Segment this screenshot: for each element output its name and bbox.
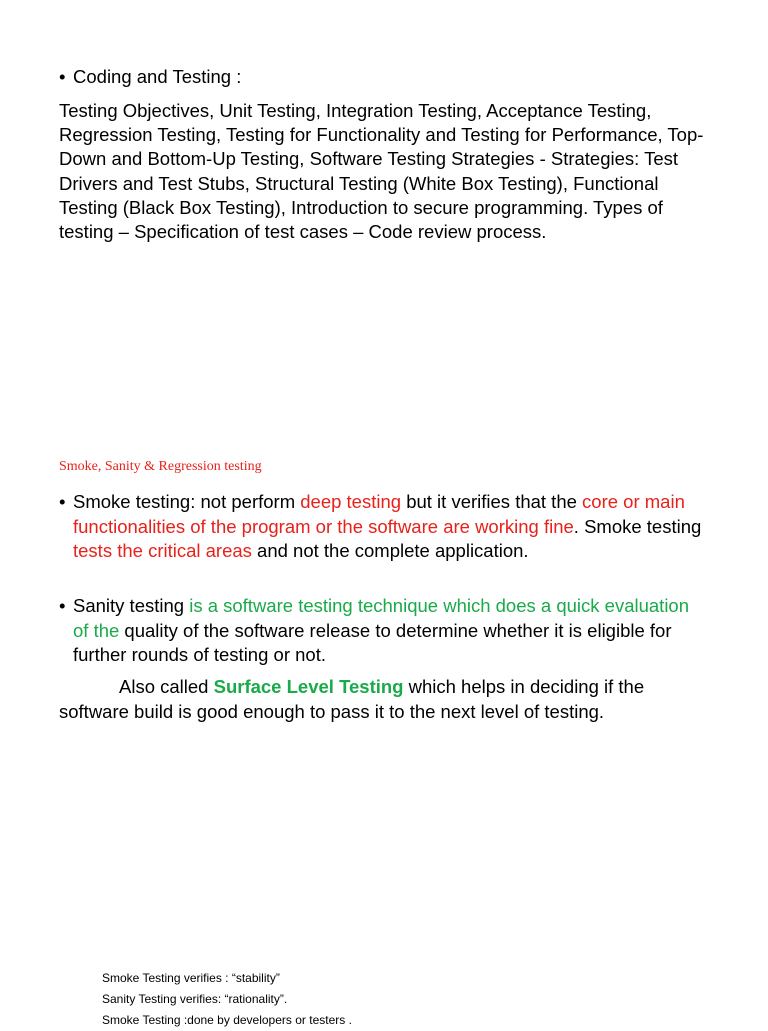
notes-block — [102, 968, 352, 1031]
coding-testing-body: Testing Objectives, Unit Testing, Integration Testing, Acceptance Testing, Regression Testing, Testing for Functionality and Testing for Performance, Top-Down and Bottom-Up Testing, Software Testing Strategies - Strategies: Test Drivers and Test Stubs, Structural Testing (White Box Testing), Functional Testing (Black Box Testing), Introduction to secure programming. Types of testing – Specification of test cases – Code review process. — [59, 100, 704, 243]
note-line: Smoke Testing verifies : “stability” — [102, 971, 280, 985]
bullet-icon: • — [59, 491, 66, 512]
note-line: Sanity Testing verifies: “rationality”. — [102, 992, 288, 1006]
coding-testing-title — [59, 65, 241, 90]
smoke-text-1: Smoke testing: not perform — [73, 491, 301, 512]
bullet-icon: • — [59, 66, 66, 87]
also-text-2: which helps in deciding if the software build is good enough to pass it to the next level of testing. — [59, 676, 645, 722]
bullet-icon: • — [59, 595, 66, 616]
note-line: Smoke Testing :done by developers or testers . — [102, 1013, 352, 1027]
smoke-highlight-1: deep testing — [300, 491, 402, 512]
sanity-text-2: quality of the software release to determine whether it is eligible for further rounds of testing or not. — [73, 619, 672, 665]
smoke-text-4: and not the complete application. — [251, 540, 529, 561]
smoke-highlight-3: tests the critical areas — [73, 540, 252, 561]
smoke-sanity-heading: Smoke, Sanity & Regression testing — [59, 459, 262, 474]
sanity-text-1: Sanity testing — [73, 595, 190, 616]
coding-testing-title-text: Coding and Testing : — [73, 66, 242, 87]
smoke-text-3: . Smoke testing — [573, 515, 702, 537]
sanity-highlight-1: is a software testing technique which does a quick evaluation of the — [73, 595, 690, 641]
smoke-text-2: but it verifies that the — [401, 491, 583, 512]
smoke-testing-item — [59, 490, 709, 564]
smoke-highlight-2: core or main functionalities of the program or the software are working fine — [73, 491, 685, 537]
also-called-paragraph — [59, 675, 719, 724]
sanity-testing-item — [59, 594, 709, 668]
also-text-1: Also called — [119, 676, 214, 697]
surface-level-testing-highlight: Surface Level Testing — [213, 676, 404, 697]
